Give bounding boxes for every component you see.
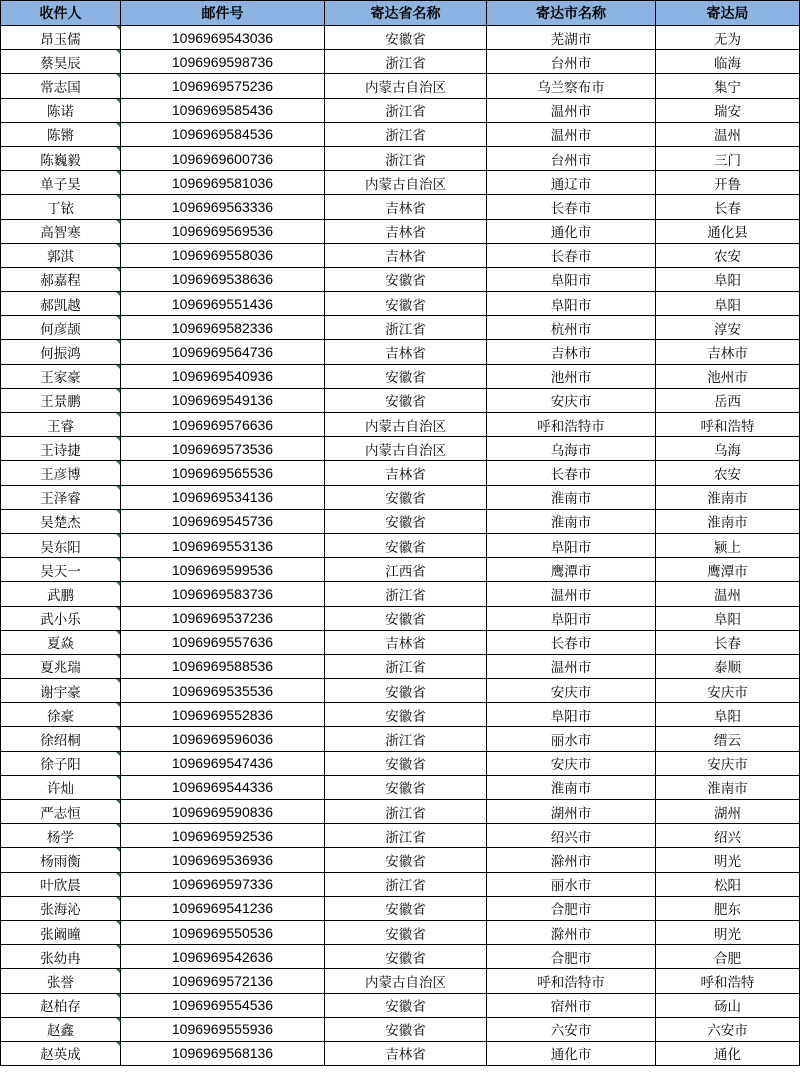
office-cell: 安庆市 (656, 751, 800, 775)
city-cell: 阜阳市 (487, 533, 656, 557)
table-row (1, 872, 800, 896)
recipient-cell: 徐豪 (1, 703, 121, 727)
city-cell: 湖州市 (487, 800, 656, 824)
office-cell: 明光 (656, 848, 800, 872)
city-cell: 绍兴市 (487, 824, 656, 848)
mail-number-cell: 1096969544336 (121, 775, 325, 799)
recipient-cell: 王彦博 (1, 461, 121, 485)
province-cell: 浙江省 (325, 824, 487, 848)
table-row (1, 751, 800, 775)
recipient-cell: 陈巍毅 (1, 146, 121, 170)
table-row (1, 98, 800, 122)
recipient-cell: 赵英成 (1, 1041, 121, 1065)
province-cell: 安徽省 (325, 945, 487, 969)
province-cell: 吉林省 (325, 219, 487, 243)
table-row (1, 1041, 800, 1065)
city-cell: 杭州市 (487, 316, 656, 340)
mail-number-cell: 1096969547436 (121, 751, 325, 775)
recipient-cell: 杨学 (1, 824, 121, 848)
city-cell: 安庆市 (487, 751, 656, 775)
city-cell: 乌海市 (487, 437, 656, 461)
mail-number-cell: 1096969585436 (121, 98, 325, 122)
city-cell: 长春市 (487, 243, 656, 267)
city-cell: 长春市 (487, 630, 656, 654)
mail-number-cell: 1096969557636 (121, 630, 325, 654)
table-row (1, 800, 800, 824)
recipient-cell: 郝嘉程 (1, 267, 121, 291)
recipient-cell: 吴楚杰 (1, 509, 121, 533)
recipient-cell: 谢宇豪 (1, 679, 121, 703)
mail-number-cell: 1096969573536 (121, 437, 325, 461)
mail-number-cell: 1096969565536 (121, 461, 325, 485)
recipient-cell: 夏焱 (1, 630, 121, 654)
province-cell: 浙江省 (325, 122, 487, 146)
city-cell: 长春市 (487, 461, 656, 485)
city-cell: 滁州市 (487, 848, 656, 872)
province-cell: 安徽省 (325, 703, 487, 727)
table-row (1, 195, 800, 219)
table-row (1, 654, 800, 678)
office-cell: 通化县 (656, 219, 800, 243)
recipient-cell: 张海沁 (1, 896, 121, 920)
recipient-cell: 夏兆瑞 (1, 654, 121, 678)
mail-number-cell: 1096969596036 (121, 727, 325, 751)
city-cell: 安庆市 (487, 388, 656, 412)
city-cell: 吉林市 (487, 340, 656, 364)
office-cell: 乌海 (656, 437, 800, 461)
office-cell: 明光 (656, 920, 800, 944)
table-row (1, 388, 800, 412)
office-cell: 温州 (656, 122, 800, 146)
table-row (1, 437, 800, 461)
table-row (1, 582, 800, 606)
province-cell: 安徽省 (325, 606, 487, 630)
city-cell: 淮南市 (487, 509, 656, 533)
city-cell: 温州市 (487, 654, 656, 678)
province-cell: 安徽省 (325, 679, 487, 703)
table-row (1, 485, 800, 509)
table-row (1, 509, 800, 533)
city-cell: 合肥市 (487, 896, 656, 920)
province-cell: 浙江省 (325, 98, 487, 122)
recipient-cell: 单子昊 (1, 171, 121, 195)
office-cell: 松阳 (656, 872, 800, 896)
mail-number-cell: 1096969536936 (121, 848, 325, 872)
province-cell: 吉林省 (325, 195, 487, 219)
mail-number-cell: 1096969572136 (121, 969, 325, 993)
office-cell: 砀山 (656, 993, 800, 1017)
recipient-cell: 徐绍桐 (1, 727, 121, 751)
city-cell: 呼和浩特市 (487, 969, 656, 993)
table-row (1, 26, 800, 50)
header-row (1, 1, 800, 26)
province-cell: 吉林省 (325, 340, 487, 364)
city-cell: 通辽市 (487, 171, 656, 195)
mail-number-cell: 1096969538636 (121, 267, 325, 291)
mail-number-cell: 1096969584536 (121, 122, 325, 146)
office-cell: 阜阳 (656, 267, 800, 291)
recipient-cell: 蔡昊辰 (1, 50, 121, 74)
city-cell: 池州市 (487, 364, 656, 388)
office-cell: 淮南市 (656, 485, 800, 509)
recipient-cell: 王睿 (1, 413, 121, 437)
city-cell: 台州市 (487, 146, 656, 170)
table-row (1, 969, 800, 993)
office-cell: 农安 (656, 461, 800, 485)
office-cell: 淮南市 (656, 775, 800, 799)
city-cell: 阜阳市 (487, 606, 656, 630)
province-cell: 内蒙古自治区 (325, 74, 487, 98)
city-cell: 滁州市 (487, 920, 656, 944)
recipient-cell: 赵鑫 (1, 1017, 121, 1041)
recipient-cell: 徐子阳 (1, 751, 121, 775)
mail-number-cell: 1096969540936 (121, 364, 325, 388)
office-cell: 池州市 (656, 364, 800, 388)
city-cell: 通化市 (487, 1041, 656, 1065)
table-row (1, 340, 800, 364)
office-cell: 鹰潭市 (656, 558, 800, 582)
table-row (1, 74, 800, 98)
table-row (1, 292, 800, 316)
office-cell: 安庆市 (656, 679, 800, 703)
province-cell: 浙江省 (325, 800, 487, 824)
table-row (1, 824, 800, 848)
table-row (1, 316, 800, 340)
mail-number-cell: 1096969543036 (121, 26, 325, 50)
mail-number-cell: 1096969537236 (121, 606, 325, 630)
office-cell: 农安 (656, 243, 800, 267)
province-cell: 吉林省 (325, 630, 487, 654)
table-row (1, 896, 800, 920)
office-cell: 湖州 (656, 800, 800, 824)
recipient-cell: 王景鹏 (1, 388, 121, 412)
mail-number-cell: 1096969568136 (121, 1041, 325, 1065)
mail-number-cell: 1096969554536 (121, 993, 325, 1017)
mail-number-cell: 1096969599536 (121, 558, 325, 582)
province-cell: 安徽省 (325, 1017, 487, 1041)
office-cell: 长春 (656, 195, 800, 219)
office-cell: 通化 (656, 1041, 800, 1065)
recipient-cell: 昂玉儒 (1, 26, 121, 50)
header-city: 寄达市名称 (487, 1, 656, 26)
office-cell: 吉林市 (656, 340, 800, 364)
office-cell: 岳西 (656, 388, 800, 412)
city-cell: 阜阳市 (487, 703, 656, 727)
recipient-cell: 叶欣晨 (1, 872, 121, 896)
mail-number-cell: 1096969581036 (121, 171, 325, 195)
city-cell: 阜阳市 (487, 267, 656, 291)
office-cell: 颍上 (656, 533, 800, 557)
recipient-cell: 常志国 (1, 74, 121, 98)
city-cell: 长春市 (487, 195, 656, 219)
mail-number-cell: 1096969563336 (121, 195, 325, 219)
recipient-cell: 张阚曈 (1, 920, 121, 944)
city-cell: 丽水市 (487, 872, 656, 896)
province-cell: 浙江省 (325, 316, 487, 340)
mail-number-cell: 1096969542636 (121, 945, 325, 969)
city-cell: 丽水市 (487, 727, 656, 751)
office-cell: 瑞安 (656, 98, 800, 122)
mail-number-cell: 1096969535536 (121, 679, 325, 703)
office-cell: 呼和浩特 (656, 969, 800, 993)
mail-number-cell: 1096969558036 (121, 243, 325, 267)
city-cell: 鹰潭市 (487, 558, 656, 582)
office-cell: 六安市 (656, 1017, 800, 1041)
mail-number-cell: 1096969575236 (121, 74, 325, 98)
mail-number-cell: 1096969551436 (121, 292, 325, 316)
province-cell: 吉林省 (325, 461, 487, 485)
header-office: 寄达局 (656, 1, 800, 26)
table-row (1, 920, 800, 944)
mail-number-cell: 1096969534136 (121, 485, 325, 509)
city-cell: 温州市 (487, 582, 656, 606)
mail-number-cell: 1096969576636 (121, 413, 325, 437)
province-cell: 内蒙古自治区 (325, 171, 487, 195)
recipient-cell: 郝凯越 (1, 292, 121, 316)
office-cell: 缙云 (656, 727, 800, 751)
province-cell: 安徽省 (325, 509, 487, 533)
recipient-cell: 严志恒 (1, 800, 121, 824)
header-mail-number: 邮件号 (121, 1, 325, 26)
recipient-cell: 王泽睿 (1, 485, 121, 509)
recipient-cell: 张幼冉 (1, 945, 121, 969)
mail-number-cell: 1096969592536 (121, 824, 325, 848)
table-row (1, 461, 800, 485)
recipient-cell: 陈锵 (1, 122, 121, 146)
mail-number-cell: 1096969597336 (121, 872, 325, 896)
table-row (1, 364, 800, 388)
recipient-cell: 张誉 (1, 969, 121, 993)
table-row (1, 727, 800, 751)
province-cell: 浙江省 (325, 872, 487, 896)
table-row (1, 993, 800, 1017)
recipient-cell: 王家豪 (1, 364, 121, 388)
table-row (1, 775, 800, 799)
province-cell: 安徽省 (325, 920, 487, 944)
table-row (1, 703, 800, 727)
table-row (1, 630, 800, 654)
recipient-cell: 高智寒 (1, 219, 121, 243)
table-row (1, 848, 800, 872)
province-cell: 安徽省 (325, 993, 487, 1017)
city-cell: 合肥市 (487, 945, 656, 969)
office-cell: 临海 (656, 50, 800, 74)
mail-number-cell: 1096969600736 (121, 146, 325, 170)
table-row (1, 267, 800, 291)
office-cell: 阜阳 (656, 606, 800, 630)
province-cell: 安徽省 (325, 292, 487, 316)
province-cell: 安徽省 (325, 751, 487, 775)
province-cell: 内蒙古自治区 (325, 413, 487, 437)
recipient-cell: 武小乐 (1, 606, 121, 630)
province-cell: 内蒙古自治区 (325, 437, 487, 461)
office-cell: 长春 (656, 630, 800, 654)
recipient-cell: 吴东阳 (1, 533, 121, 557)
mail-number-cell: 1096969582336 (121, 316, 325, 340)
recipient-cell: 许灿 (1, 775, 121, 799)
recipient-cell: 王诗捷 (1, 437, 121, 461)
province-cell: 安徽省 (325, 388, 487, 412)
province-cell: 江西省 (325, 558, 487, 582)
mail-number-cell: 1096969598736 (121, 50, 325, 74)
office-cell: 开鲁 (656, 171, 800, 195)
office-cell: 温州 (656, 582, 800, 606)
office-cell: 淮南市 (656, 509, 800, 533)
recipient-cell: 何彦颉 (1, 316, 121, 340)
mail-number-cell: 1096969549136 (121, 388, 325, 412)
city-cell: 淮南市 (487, 775, 656, 799)
table-row (1, 122, 800, 146)
table-row (1, 171, 800, 195)
office-cell: 呼和浩特 (656, 413, 800, 437)
province-cell: 浙江省 (325, 582, 487, 606)
city-cell: 淮南市 (487, 485, 656, 509)
table-row (1, 533, 800, 557)
mail-number-cell: 1096969550536 (121, 920, 325, 944)
table-row (1, 679, 800, 703)
city-cell: 台州市 (487, 50, 656, 74)
recipient-cell: 何振鸿 (1, 340, 121, 364)
mail-number-cell: 1096969541236 (121, 896, 325, 920)
office-cell: 绍兴 (656, 824, 800, 848)
office-cell: 集宁 (656, 74, 800, 98)
city-cell: 宿州市 (487, 993, 656, 1017)
province-cell: 内蒙古自治区 (325, 969, 487, 993)
office-cell: 无为 (656, 26, 800, 50)
office-cell: 阜阳 (656, 292, 800, 316)
city-cell: 温州市 (487, 122, 656, 146)
office-cell: 泰顺 (656, 654, 800, 678)
city-cell: 乌兰察布市 (487, 74, 656, 98)
mail-number-cell: 1096969590836 (121, 800, 325, 824)
province-cell: 安徽省 (325, 267, 487, 291)
mail-number-cell: 1096969555936 (121, 1017, 325, 1041)
office-cell: 阜阳 (656, 703, 800, 727)
city-cell: 呼和浩特市 (487, 413, 656, 437)
province-cell: 安徽省 (325, 775, 487, 799)
recipient-cell: 陈诺 (1, 98, 121, 122)
office-cell: 淳安 (656, 316, 800, 340)
table-row (1, 413, 800, 437)
office-cell: 三门 (656, 146, 800, 170)
province-cell: 浙江省 (325, 727, 487, 751)
mail-number-cell: 1096969545736 (121, 509, 325, 533)
mail-number-cell: 1096969552836 (121, 703, 325, 727)
mail-number-cell: 1096969569536 (121, 219, 325, 243)
province-cell: 吉林省 (325, 243, 487, 267)
province-cell: 浙江省 (325, 50, 487, 74)
province-cell: 安徽省 (325, 533, 487, 557)
table-row (1, 558, 800, 582)
province-cell: 安徽省 (325, 364, 487, 388)
table-row (1, 146, 800, 170)
mail-number-cell: 1096969583736 (121, 582, 325, 606)
table-row (1, 219, 800, 243)
province-cell: 安徽省 (325, 485, 487, 509)
province-cell: 安徽省 (325, 848, 487, 872)
city-cell: 芜湖市 (487, 26, 656, 50)
table-row (1, 1017, 800, 1041)
recipient-cell: 赵柏存 (1, 993, 121, 1017)
province-cell: 浙江省 (325, 146, 487, 170)
recipient-cell: 武鹏 (1, 582, 121, 606)
header-recipient: 收件人 (1, 1, 121, 26)
mail-number-cell: 1096969564736 (121, 340, 325, 364)
city-cell: 阜阳市 (487, 292, 656, 316)
province-cell: 吉林省 (325, 1041, 487, 1065)
table-row (1, 606, 800, 630)
table-row (1, 945, 800, 969)
recipient-cell: 郭淇 (1, 243, 121, 267)
mail-number-cell: 1096969553136 (121, 533, 325, 557)
recipient-cell: 吴天一 (1, 558, 121, 582)
header-province: 寄达省名称 (325, 1, 487, 26)
recipient-cell: 杨雨衡 (1, 848, 121, 872)
table-row (1, 243, 800, 267)
city-cell: 温州市 (487, 98, 656, 122)
mail-number-cell: 1096969588536 (121, 654, 325, 678)
province-cell: 安徽省 (325, 896, 487, 920)
city-cell: 六安市 (487, 1017, 656, 1041)
city-cell: 通化市 (487, 219, 656, 243)
office-cell: 合肥 (656, 945, 800, 969)
province-cell: 浙江省 (325, 654, 487, 678)
office-cell: 肥东 (656, 896, 800, 920)
city-cell: 安庆市 (487, 679, 656, 703)
table-row (1, 50, 800, 74)
recipient-cell: 丁铱 (1, 195, 121, 219)
province-cell: 安徽省 (325, 26, 487, 50)
